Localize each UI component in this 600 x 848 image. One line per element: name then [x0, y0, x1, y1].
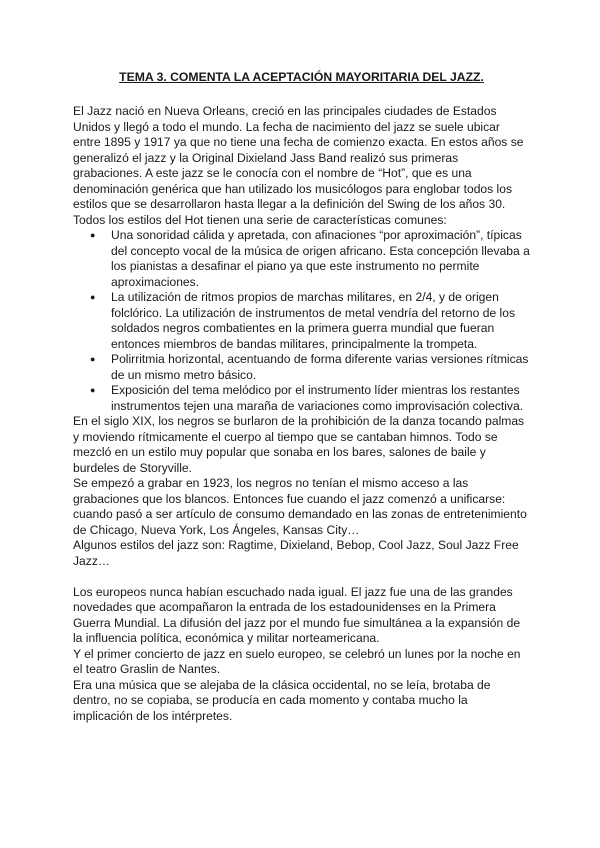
list-item: ● La utilización de ritmos propios de marchas militares, en 2/4, y de origen folclórico. La utilización de instrumentos de metal vendría del retorno de los soldados negros combatientes en la primera guerra mundial que fueran entonces miembros de bandas militares, principalmente la trompeta.	[111, 290, 530, 352]
list-item: ● Una sonoridad cálida y apretada, con afinaciones “por aproximación”, típicas del concepto vocal de la música de origen africano. Esta concepción llevaba a los pianistas a desafinar el piano ya que este instrumento no permite aproximaciones.	[111, 228, 530, 290]
list-item: ● Exposición del tema melódico por el instrumento líder mientras los restantes instrumentos tejen una maraña de variaciones como improvisación colectiva.	[111, 383, 530, 414]
musica-paragraph: Era una música que se alejaba de la clásica occidental, no se leía, brotaba de dentro, no se copiaba, se producía en cada momento y contaba mucho la implicación de los intérpretes.	[73, 677, 491, 723]
concierto-paragraph: Y el primer concierto de jazz en suelo europeo, se celebró un lunes por la noche en el teatro Graslin de Nantes.	[73, 646, 521, 676]
characteristics-list	[73, 228, 530, 414]
intro-paragraph: El Jazz nació en Nueva Orleans, creció en las principales ciudades de Estados Unidos y llegó a todo el mundo. La fecha de nacimiento del jazz se suele ubicar entre 1895 y 1917 ya que no tiene una fecha de comienzo exacta. En estos años se generalizó el jazz y la Original Dixieland Jass Band realizó sus primeras grabaciones. A este jazz se le conocía con el nombre de “Hot”, que es una denominación genérica que han utilizado los musicólogos para englobar todos los estilos que se desarrollaron hasta llegar a la definición del Swing de los años 30.	[73, 104, 524, 211]
paragraph-gap	[73, 569, 530, 585]
page-title: TEMA 3. COMENTA LA ACEPTACIÓN MAYORITARIA DEL JAZZ.	[119, 70, 484, 84]
europeos-paragraph: Los europeos nunca habían escuchado nada igual. El jazz fue una de las grandes novedades que acompañaron la entrada de los estadounidenses en la Primera Guerra Mundial. La difusión del jazz por el mundo fue simultánea a la expansión de la influencia política, económica y militar norteamericana.	[73, 584, 521, 645]
grabaciones-paragraph: Se empezó a grabar en 1923, los negros no tenían el mismo acceso a las grabaciones que los blancos. Entonces fue cuando el jazz comenzó a unificarse: cuando pasó a ser artículo de consumo demandado en las zonas de entretenimiento de Chicago, Nueva York, Los Ángeles, Kansas City…	[73, 476, 527, 537]
estilos-paragraph: Algunos estilos del jazz son: Ragtime, Dixieland, Bebop, Cool Jazz, Soul Jazz Free Jazz…	[73, 538, 519, 568]
siglo-xix-paragraph: En el siglo XIX, los negros se burlaron de la prohibición de la danza tocando palmas y moviendo rítmicamente el cuerpo al tiempo que se cantaban himnos. Todo se mezcló en un estilo muy popular que sonaba en los bares, salones de baile y burdeles de Storyville.	[73, 414, 525, 475]
hot-intro-paragraph: Todos los estilos del Hot tienen una serie de características comunes:	[73, 212, 447, 227]
list-item: ● Polirritmia horizontal, acentuando de forma diferente varias versiones rítmicas de un mismo metro básico.	[111, 352, 530, 383]
